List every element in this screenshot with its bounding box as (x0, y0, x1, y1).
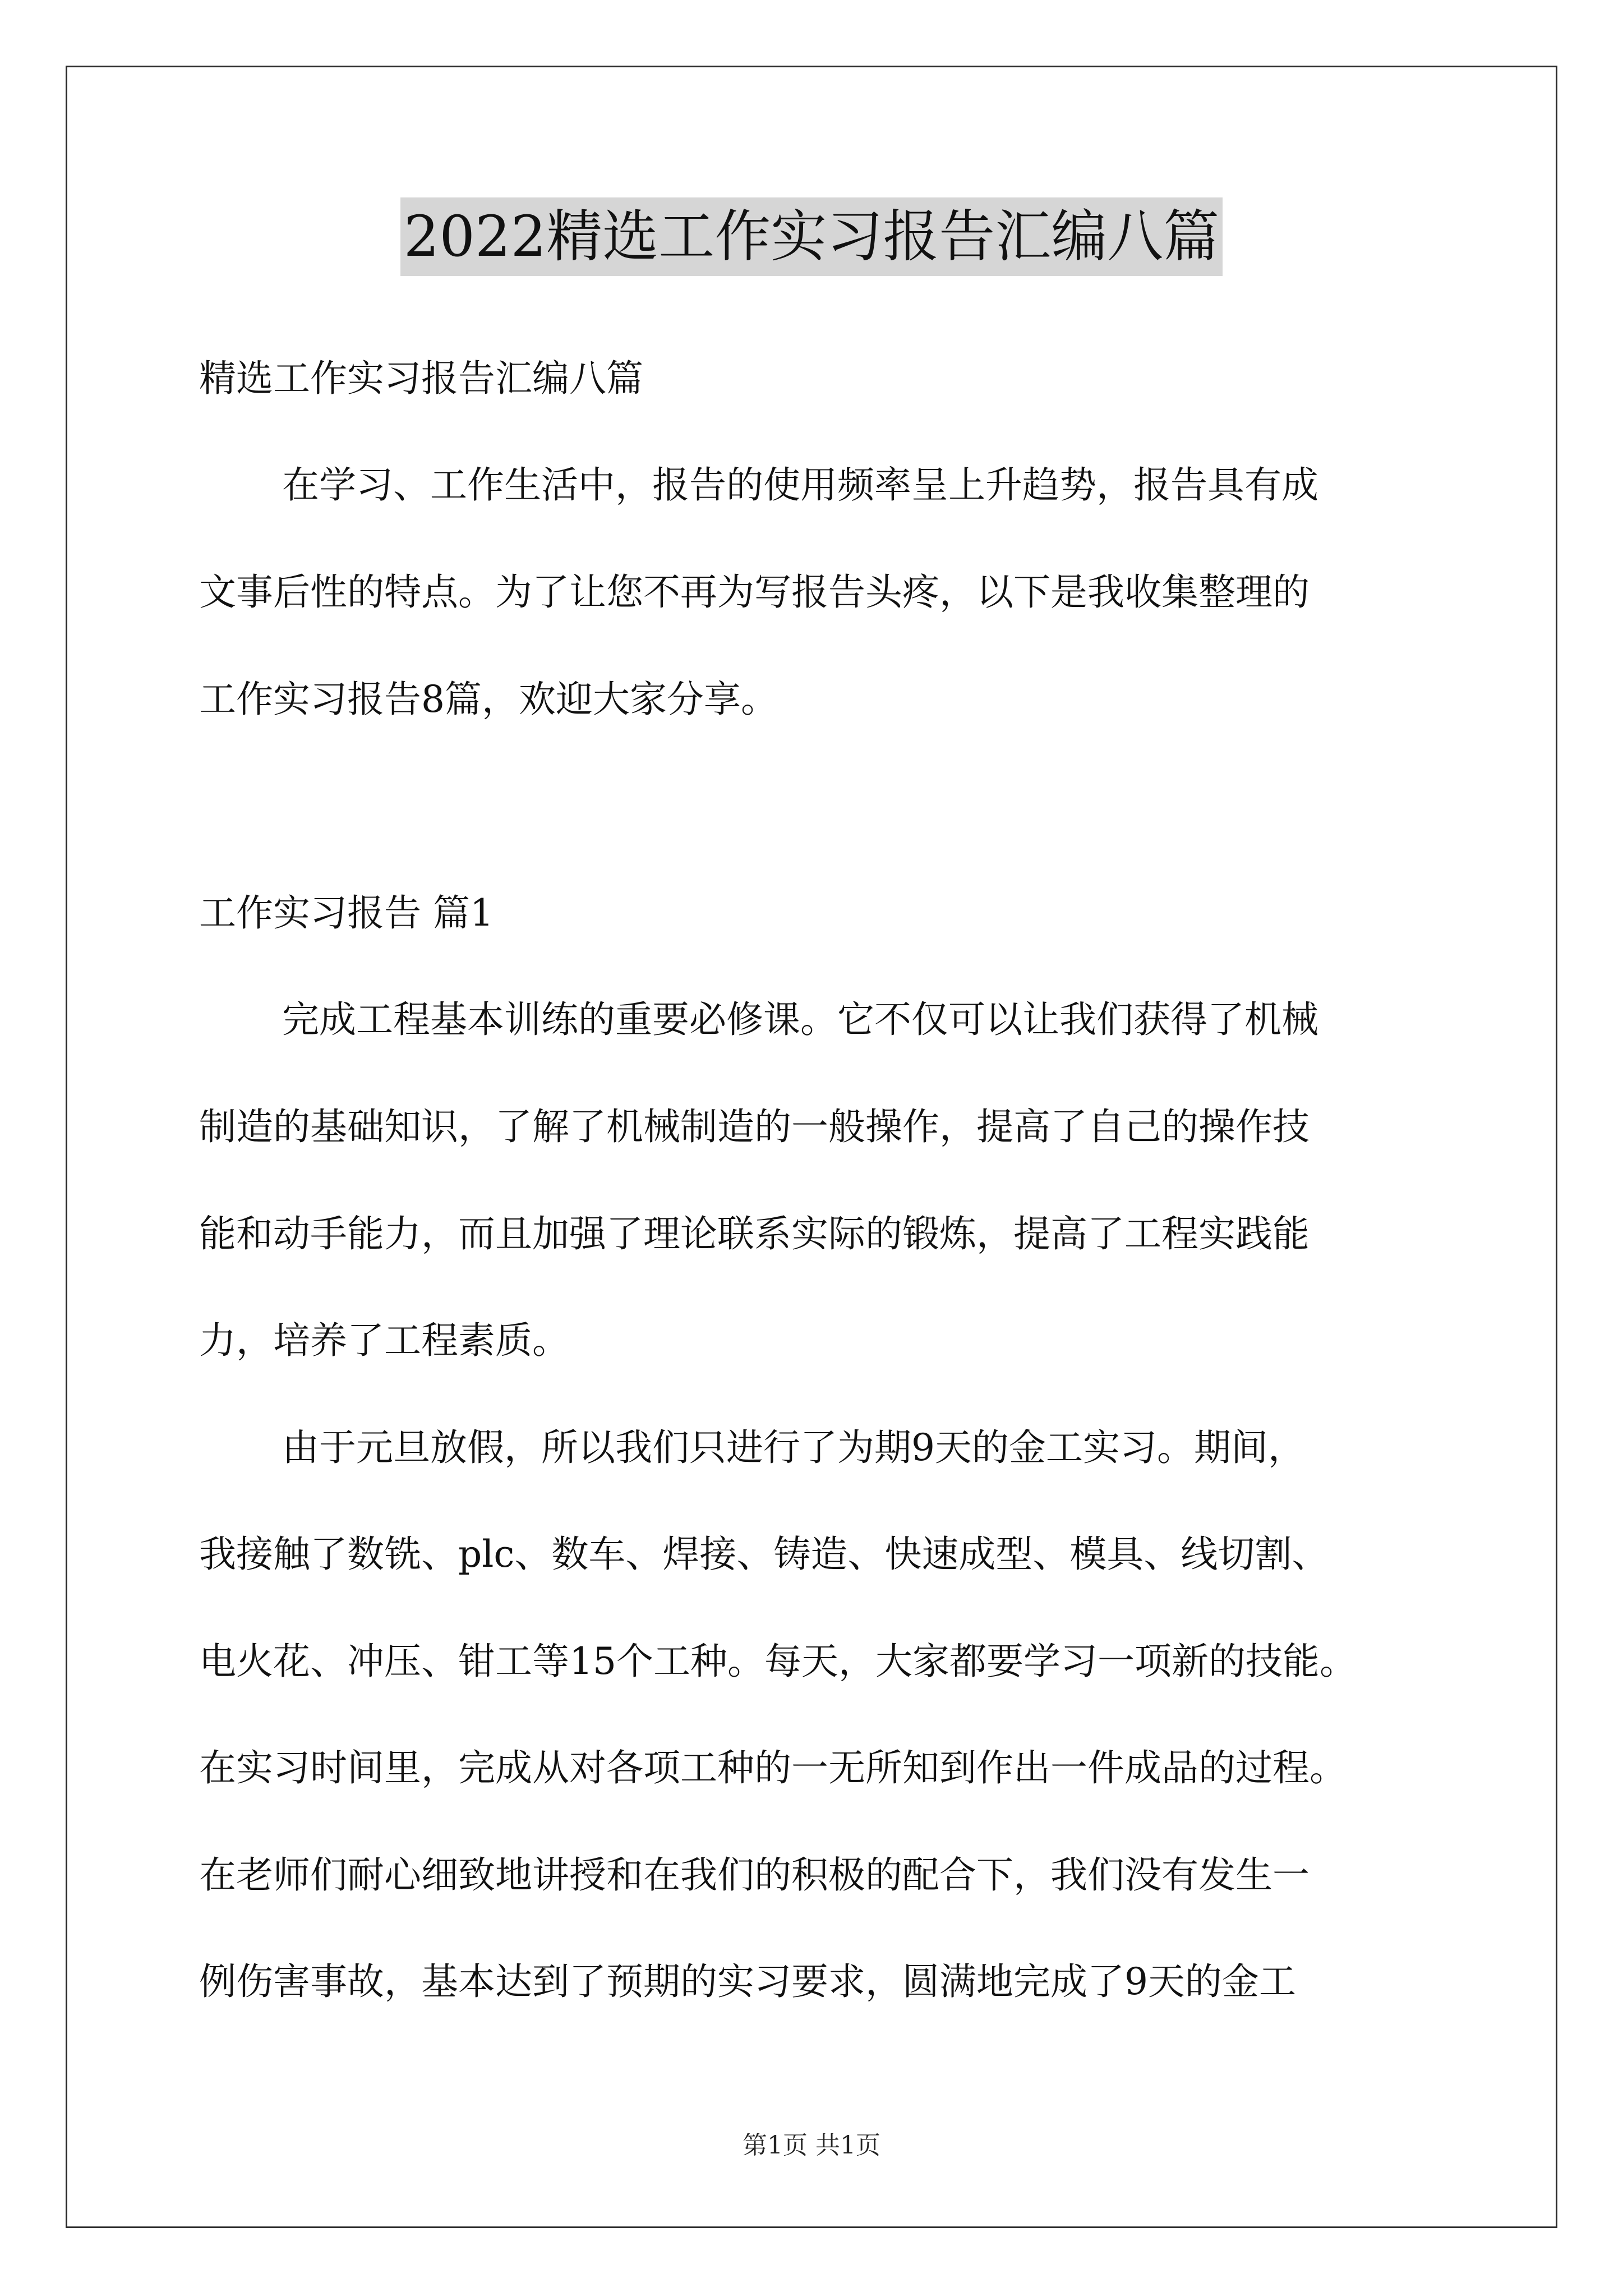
paragraph-line: 在老师们耐心细致地讲授和在我们的积极的配合下，我们没有发生一 (199, 1853, 1310, 1897)
paragraph-line: 我接触了数铣、plc、数车、焊接、铸造、快速成型、模具、线切割、 (199, 1533, 1329, 1576)
page-number: 第1页 共1页 (743, 2131, 880, 2160)
paragraph-line: 完成工程基本训练的重要必修课。它不仅可以让我们获得了机械 (282, 998, 1318, 1041)
document-title: 2022精选工作实习报告汇编八篇 (400, 197, 1223, 276)
paragraph-line: 能和动手能力，而且加强了理论联系实际的锻炼，提高了工程实践能 (199, 1212, 1310, 1255)
paragraph-line: 由于元旦放假，所以我们只进行了为期9天的金工实习。期间， (282, 1426, 1305, 1469)
section-heading: 工作实习报告 篇1 (199, 891, 494, 935)
paragraph-line: 制造的基础知识，了解了机械制造的一般操作，提高了自己的操作技 (199, 1105, 1310, 1148)
title-container (0, 197, 1623, 276)
paragraph-line: 例伤害事故，基本达到了预期的实习要求，圆满地完成了9天的金工 (199, 1960, 1296, 2003)
intro-line: 在学习、工作生活中，报告的使用频率呈上升趋势，报告具有成 (282, 463, 1318, 507)
page-footer (0, 2132, 1623, 2160)
intro-line: 文事后性的特点。为了让您不再为写报告头疼，以下是我收集整理的 (199, 570, 1310, 614)
document-subtitle: 精选工作实习报告汇编八篇 (199, 357, 643, 400)
paragraph-line: 力，培养了工程素质。 (199, 1319, 569, 1362)
paragraph-line: 在实习时间里，完成从对各项工种的一无所知到作出一件成品的过程。 (199, 1746, 1347, 1789)
intro-line: 工作实习报告8篇，欢迎大家分享。 (199, 678, 778, 721)
paragraph-line: 电火花、冲压、钳工等15个工种。每天，大家都要学习一项新的技能。 (199, 1640, 1357, 1683)
